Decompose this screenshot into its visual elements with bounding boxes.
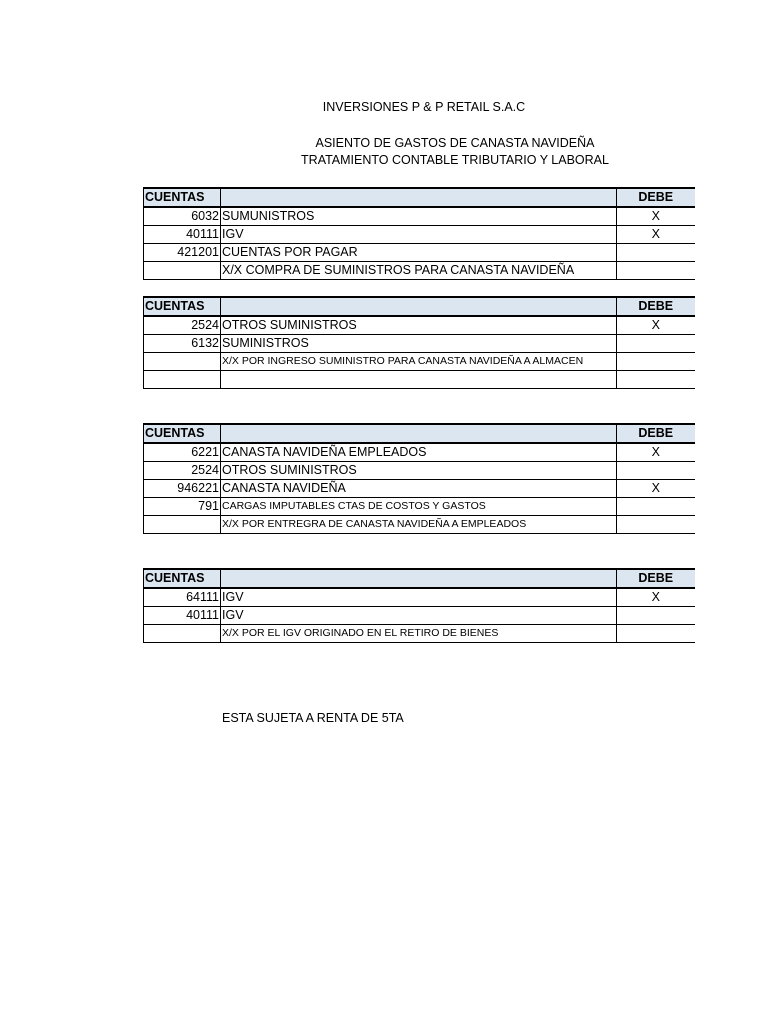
cell-desc: X/X POR ENTREGRA DE CANASTA NAVIDEÑA A EMPLEADOS (221, 516, 617, 534)
cell-cuenta: 791 (144, 498, 221, 516)
cell-cuenta: 2524 (144, 462, 221, 480)
cell-desc: CANASTA NAVIDEÑA (221, 480, 617, 498)
cell-desc: CARGAS IMPUTABLES CTAS DE COSTOS Y GASTOS (221, 498, 617, 516)
table-row (144, 480, 695, 498)
cell-desc: SUMUNISTROS (221, 207, 617, 226)
cell-cuenta: 40111 (144, 607, 221, 625)
col-header-desc (221, 569, 617, 588)
journal-entry-4 (143, 568, 695, 643)
cell-debe (617, 353, 695, 371)
cell-cuenta (144, 353, 221, 371)
cell-debe (617, 371, 695, 389)
table-row (144, 498, 695, 516)
cell-cuenta: 6221 (144, 443, 221, 462)
table-header-row (144, 569, 695, 588)
table-row (144, 625, 695, 643)
cell-debe (617, 625, 695, 643)
cell-debe (617, 244, 695, 262)
cell-desc: X/X COMPRA DE SUMINISTROS PARA CANASTA NAVIDEÑA (221, 262, 617, 280)
journal-entry-1 (143, 187, 695, 280)
cell-debe (617, 607, 695, 625)
table-row (144, 207, 695, 226)
cell-debe (617, 462, 695, 480)
col-header-debe: DEBE (617, 297, 695, 316)
cell-debe: X (617, 480, 695, 498)
col-header-debe: DEBE (617, 569, 695, 588)
table-header-row (144, 297, 695, 316)
table-row (144, 335, 695, 353)
cell-cuenta: 64111 (144, 588, 221, 607)
cell-debe: X (617, 226, 695, 244)
table-header-row (144, 188, 695, 207)
cell-cuenta (144, 262, 221, 280)
cell-desc: OTROS SUMINISTROS (221, 316, 617, 335)
cell-desc: X/X POR INGRESO SUMINISTRO PARA CANASTA NAVIDEÑA A ALMACEN (221, 353, 617, 371)
cell-cuenta: 946221 (144, 480, 221, 498)
col-header-cuentas: CUENTAS (144, 424, 221, 443)
cell-cuenta: 6132 (144, 335, 221, 353)
cell-debe: X (617, 316, 695, 335)
table-row (144, 607, 695, 625)
table-row (144, 244, 695, 262)
cell-debe: X (617, 588, 695, 607)
cell-cuenta: 6032 (144, 207, 221, 226)
cell-debe: X (617, 207, 695, 226)
cell-desc: CUENTAS POR PAGAR (221, 244, 617, 262)
cell-cuenta (144, 625, 221, 643)
cell-cuenta (144, 516, 221, 534)
table-row (144, 443, 695, 462)
cell-desc (221, 371, 617, 389)
table-row (144, 462, 695, 480)
cell-cuenta: 2524 (144, 316, 221, 335)
col-header-debe: DEBE (617, 188, 695, 207)
cell-desc: IGV (221, 226, 617, 244)
col-header-desc (221, 188, 617, 207)
table-row (144, 588, 695, 607)
table-row (144, 516, 695, 534)
title-subtitle2: TRATAMIENTO CONTABLE TRIBUTARIO Y LABORAL (301, 153, 609, 167)
col-header-cuentas: CUENTAS (144, 569, 221, 588)
journal-entry-2 (143, 296, 695, 389)
cell-desc: IGV (221, 588, 617, 607)
cell-desc: IGV (221, 607, 617, 625)
table-row (144, 226, 695, 244)
cell-debe (617, 516, 695, 534)
cell-desc: CANASTA NAVIDEÑA EMPLEADOS (221, 443, 617, 462)
cell-debe (617, 335, 695, 353)
cell-debe (617, 498, 695, 516)
title-company: INVERSIONES P & P RETAIL S.A.C (322, 100, 526, 114)
cell-cuenta: 40111 (144, 226, 221, 244)
journal-entry-3 (143, 423, 695, 534)
table-header-row (144, 424, 695, 443)
cell-debe: X (617, 443, 695, 462)
title-subtitle: ASIENTO DE GASTOS DE CANASTA NAVIDEÑA (315, 136, 595, 150)
col-header-cuentas: CUENTAS (144, 188, 221, 207)
col-header-cuentas: CUENTAS (144, 297, 221, 316)
col-header-desc (221, 424, 617, 443)
cell-desc: X/X POR EL IGV ORIGINADO EN EL RETIRO DE BIENES (221, 625, 617, 643)
cell-cuenta (144, 371, 221, 389)
table-row (144, 353, 695, 371)
tax-note: ESTA SUJETA A RENTA DE 5TA (222, 711, 404, 725)
cell-debe (617, 262, 695, 280)
col-header-desc (221, 297, 617, 316)
col-header-debe: DEBE (617, 424, 695, 443)
table-row (144, 371, 695, 389)
table-row (144, 262, 695, 280)
cell-desc: OTROS SUMINISTROS (221, 462, 617, 480)
cell-cuenta: 421201 (144, 244, 221, 262)
cell-desc: SUMINISTROS (221, 335, 617, 353)
table-row (144, 316, 695, 335)
